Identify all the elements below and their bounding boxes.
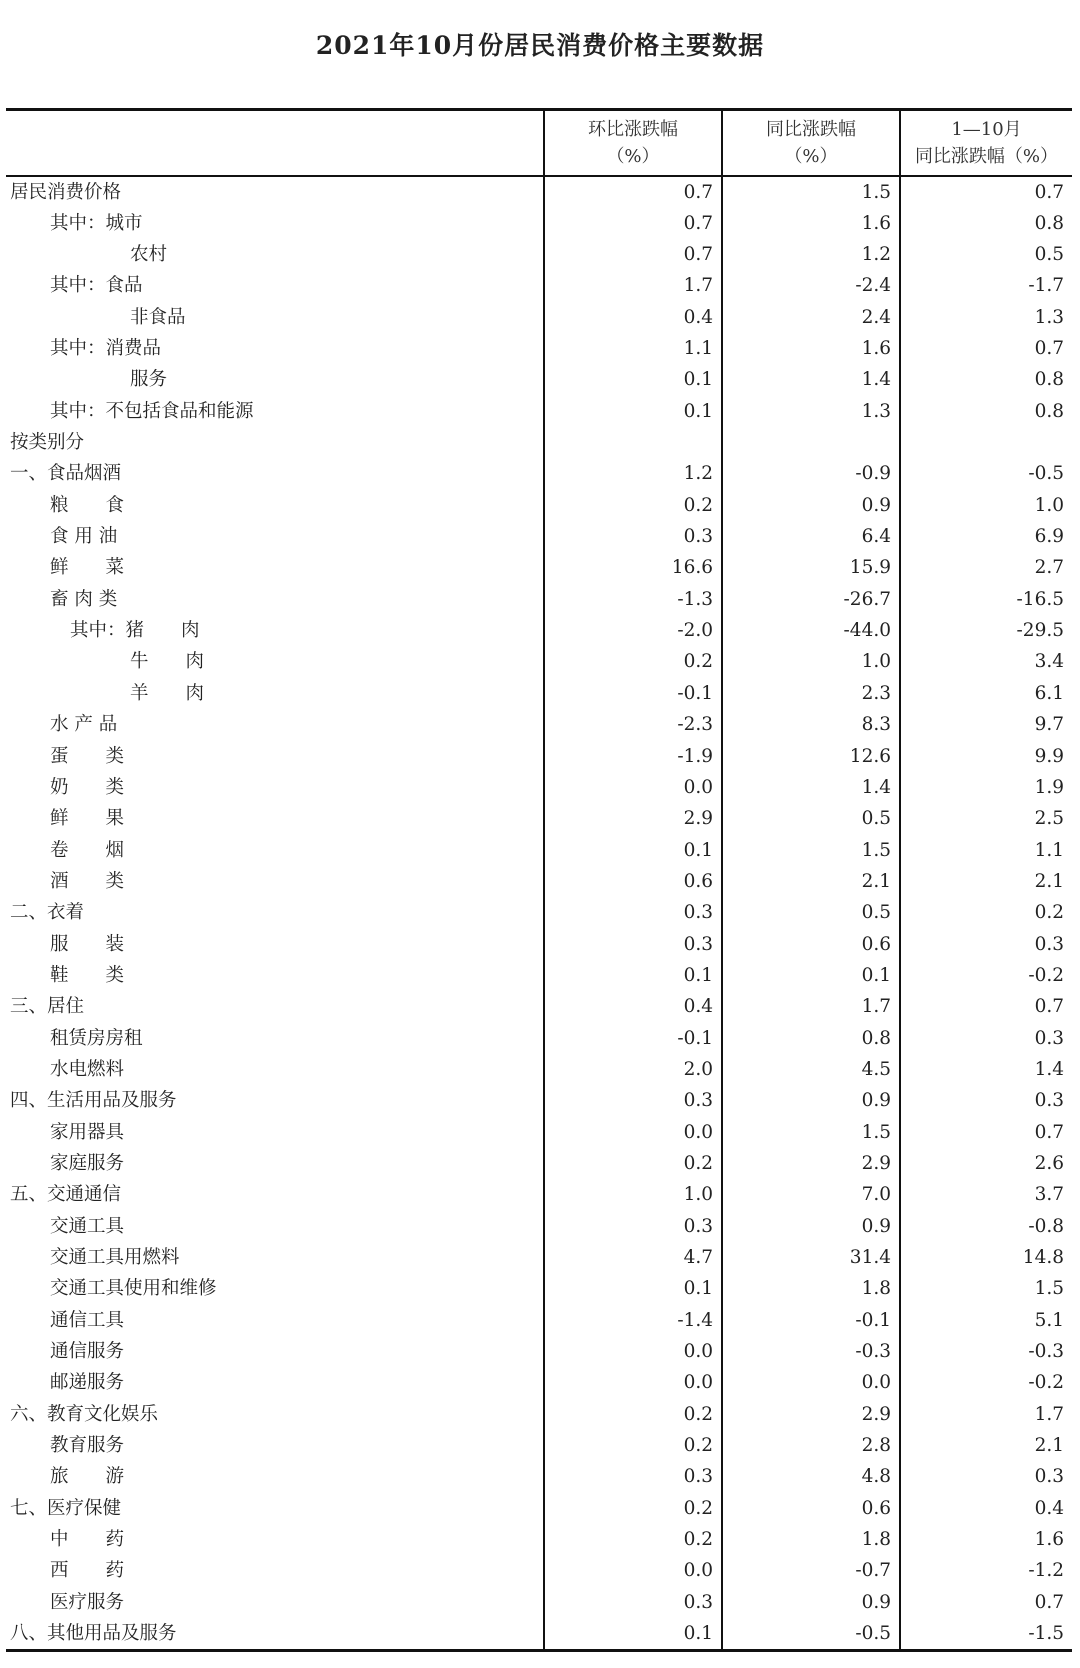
yoy-change-value: 1.6 [722, 333, 900, 364]
header-mom-unit: （%） [606, 145, 660, 167]
mom-change-value: 4.7 [544, 1242, 722, 1273]
row-label: 旅 游 [50, 1466, 125, 1488]
row-label: 羊 肉 [130, 682, 205, 704]
mom-change-value: 0.1 [544, 1273, 722, 1304]
yoy-change-value: -0.7 [722, 1555, 900, 1586]
table-row [6, 1399, 1072, 1430]
yoy-change-value: -0.5 [722, 1618, 900, 1651]
row-label: 农村 [130, 244, 168, 266]
yoy-change-value: 0.9 [722, 1587, 900, 1618]
row-label: 水 产 品 [50, 714, 118, 736]
ytd-change-value: 2.6 [900, 1148, 1072, 1179]
table-row [6, 1461, 1072, 1492]
table-row [6, 928, 1072, 959]
yoy-change-value: 2.9 [722, 1148, 900, 1179]
row-label: 按类别分 [10, 432, 85, 454]
ytd-change-value: 0.7 [900, 333, 1072, 364]
mom-change-value: 0.1 [544, 960, 722, 991]
table-row [6, 1305, 1072, 1336]
row-label: 其中：不包括食品和能源 [50, 400, 254, 422]
ytd-change-value: 2.1 [900, 866, 1072, 897]
table-row [6, 834, 1072, 865]
ytd-change-value: 1.3 [900, 302, 1072, 333]
mom-change-value: -0.1 [544, 1022, 722, 1053]
header-mom-change [544, 110, 722, 176]
row-label: 六、教育文化娱乐 [10, 1403, 159, 1425]
ytd-change-value: 0.8 [900, 396, 1072, 427]
row-label: 其中：食品 [50, 275, 143, 297]
yoy-change-value: 2.1 [722, 866, 900, 897]
row-label: 卷 烟 [50, 839, 125, 861]
row-label: 邮递服务 [50, 1372, 125, 1394]
ytd-change-value: 9.9 [900, 740, 1072, 771]
table-row [6, 897, 1072, 928]
table-row [6, 270, 1072, 301]
yoy-change-value: 1.0 [722, 646, 900, 677]
ytd-change-value: 0.7 [900, 991, 1072, 1022]
mom-change-value: 0.2 [544, 1148, 722, 1179]
yoy-change-value: 0.5 [722, 897, 900, 928]
ytd-change-value: -1.7 [900, 270, 1072, 301]
ytd-change-value: 2.7 [900, 552, 1072, 583]
ytd-change-value: 0.3 [900, 1022, 1072, 1053]
ytd-change-value: 0.7 [900, 176, 1072, 208]
mom-change-value: 0.7 [544, 208, 722, 239]
mom-change-value: 2.9 [544, 803, 722, 834]
row-label: 食 用 油 [50, 526, 118, 548]
yoy-change-value: 1.5 [722, 1116, 900, 1147]
row-label: 四、生活用品及服务 [10, 1090, 177, 1112]
header-ytd-change [900, 110, 1072, 176]
yoy-change-value: 12.6 [722, 740, 900, 771]
mom-change-value: 0.0 [544, 1555, 722, 1586]
table-row [6, 1242, 1072, 1273]
yoy-change-value: 2.8 [722, 1430, 900, 1461]
yoy-change-value: 1.4 [722, 364, 900, 395]
row-label: 其中：消费品 [50, 338, 162, 360]
table-row [6, 521, 1072, 552]
mom-change-value: 0.7 [544, 239, 722, 270]
yoy-change-value [722, 427, 900, 458]
row-label: 七、医疗保健 [10, 1497, 122, 1519]
ytd-change-value: -0.5 [900, 458, 1072, 489]
table-row [6, 1430, 1072, 1461]
row-label: 医疗服务 [50, 1591, 125, 1613]
yoy-change-value: 1.5 [722, 834, 900, 865]
table-row [6, 991, 1072, 1022]
mom-change-value: 2.0 [544, 1054, 722, 1085]
header-mom-label: 环比涨跌幅 [588, 118, 678, 140]
row-label: 交通工具使用和维修 [50, 1278, 217, 1300]
mom-change-value: 0.2 [544, 1493, 722, 1524]
yoy-change-value: 0.9 [722, 1211, 900, 1242]
mom-change-value: 0.3 [544, 1587, 722, 1618]
mom-change-value: 0.2 [544, 1524, 722, 1555]
ytd-change-value: 0.2 [900, 897, 1072, 928]
ytd-change-value: 1.6 [900, 1524, 1072, 1555]
table-row [6, 208, 1072, 239]
row-label: 八、其他用品及服务 [6, 1618, 544, 1651]
table-row [6, 552, 1072, 583]
table-row [6, 239, 1072, 270]
mom-change-value: 1.1 [544, 333, 722, 364]
yoy-change-value: 7.0 [722, 1179, 900, 1210]
table-row [6, 740, 1072, 771]
ytd-change-value: 0.8 [900, 364, 1072, 395]
table-row [6, 302, 1072, 333]
table-row [6, 1336, 1072, 1367]
ytd-change-value: 2.1 [900, 1430, 1072, 1461]
mom-change-value: 0.3 [544, 1211, 722, 1242]
ytd-change-value: 1.4 [900, 1054, 1072, 1085]
mom-change-value: 0.0 [544, 1367, 722, 1398]
mom-change-value: 1.0 [544, 1179, 722, 1210]
ytd-change-value: 0.4 [900, 1493, 1072, 1524]
mom-change-value: 0.2 [544, 646, 722, 677]
yoy-change-value: 8.3 [722, 709, 900, 740]
ytd-change-value: 3.4 [900, 646, 1072, 677]
row-label: 服 装 [50, 933, 125, 955]
table-row [6, 1618, 1072, 1651]
cpi-data-table [6, 108, 1072, 1652]
yoy-change-value: 15.9 [722, 552, 900, 583]
row-label: 牛 肉 [130, 651, 205, 673]
mom-change-value: 0.0 [544, 772, 722, 803]
yoy-change-value: 0.8 [722, 1022, 900, 1053]
row-label: 通信服务 [50, 1341, 125, 1363]
yoy-change-value: -2.4 [722, 270, 900, 301]
mom-change-value: -1.9 [544, 740, 722, 771]
row-label: 家庭服务 [50, 1152, 125, 1174]
table-row [6, 364, 1072, 395]
table-row [6, 427, 1072, 458]
table-row [6, 1148, 1072, 1179]
mom-change-value: -0.1 [544, 678, 722, 709]
header-item-column [6, 110, 544, 176]
yoy-change-value: -0.9 [722, 458, 900, 489]
header-yoy-unit: （%） [784, 145, 838, 167]
yoy-change-value: 0.6 [722, 928, 900, 959]
row-label: 水电燃料 [50, 1058, 125, 1080]
row-label: 鞋 类 [50, 964, 125, 986]
mom-change-value: 0.2 [544, 1399, 722, 1430]
ytd-change-value: -1.5 [900, 1618, 1072, 1651]
mom-change-value: 0.7 [544, 176, 722, 208]
table-row [6, 1211, 1072, 1242]
ytd-change-value: -0.3 [900, 1336, 1072, 1367]
table-row [6, 1555, 1072, 1586]
mom-change-value: 0.2 [544, 490, 722, 521]
table-row [6, 396, 1072, 427]
row-label: 一、食品烟酒 [10, 463, 122, 485]
ytd-change-value: 0.3 [900, 1085, 1072, 1116]
ytd-change-value: -0.2 [900, 960, 1072, 991]
ytd-change-value: 2.5 [900, 803, 1072, 834]
yoy-change-value: 4.8 [722, 1461, 900, 1492]
table-header-row [6, 110, 1072, 176]
table-row [6, 866, 1072, 897]
mom-change-value: -1.4 [544, 1305, 722, 1336]
table-row [6, 1524, 1072, 1555]
row-label: 二、衣着 [10, 902, 85, 924]
table-row [6, 709, 1072, 740]
mom-change-value: 0.3 [544, 928, 722, 959]
ytd-change-value: -0.2 [900, 1367, 1072, 1398]
yoy-change-value: 2.3 [722, 678, 900, 709]
table-row [6, 458, 1072, 489]
ytd-change-value: 1.0 [900, 490, 1072, 521]
mom-change-value: 0.2 [544, 1430, 722, 1461]
row-label: 其中：城市 [50, 212, 143, 234]
row-label: 蛋 类 [50, 745, 125, 767]
ytd-change-value: 3.7 [900, 1179, 1072, 1210]
row-label: 奶 类 [50, 776, 125, 798]
yoy-change-value: 31.4 [722, 1242, 900, 1273]
mom-change-value: -1.3 [544, 584, 722, 615]
table-row [6, 1085, 1072, 1116]
table-row [6, 1273, 1072, 1304]
mom-change-value: -2.0 [544, 615, 722, 646]
row-label: 交通工具 [50, 1215, 125, 1237]
ytd-change-value: -1.2 [900, 1555, 1072, 1586]
table-row [6, 960, 1072, 991]
row-label: 粮 食 [50, 494, 125, 516]
mom-change-value: 0.4 [544, 302, 722, 333]
table-row [6, 584, 1072, 615]
row-label: 非食品 [130, 306, 186, 328]
mom-change-value: 0.1 [544, 396, 722, 427]
row-label: 酒 类 [50, 870, 125, 892]
header-yoy-change [722, 110, 900, 176]
table-row [6, 772, 1072, 803]
yoy-change-value: 1.4 [722, 772, 900, 803]
yoy-change-value: 0.6 [722, 1493, 900, 1524]
yoy-change-value: 2.4 [722, 302, 900, 333]
table-row [6, 1054, 1072, 1085]
yoy-change-value: 4.5 [722, 1054, 900, 1085]
yoy-change-value: 0.9 [722, 490, 900, 521]
table-row [6, 615, 1072, 646]
mom-change-value: -2.3 [544, 709, 722, 740]
mom-change-value: 0.3 [544, 897, 722, 928]
mom-change-value: 0.1 [544, 834, 722, 865]
row-label: 其中：猪 肉 [70, 620, 200, 642]
ytd-change-value: 0.5 [900, 239, 1072, 270]
yoy-change-value: 1.6 [722, 208, 900, 239]
row-label: 交通工具用燃料 [50, 1247, 180, 1269]
table-row [6, 1587, 1072, 1618]
row-label: 租赁房房租 [50, 1027, 143, 1049]
row-label: 鲜 果 [50, 808, 125, 830]
row-label: 西 药 [50, 1560, 125, 1582]
ytd-change-value: 1.9 [900, 772, 1072, 803]
table-row [6, 678, 1072, 709]
yoy-change-value: 1.5 [722, 176, 900, 208]
ytd-change-value: 6.9 [900, 521, 1072, 552]
row-label: 畜 肉 类 [50, 588, 118, 610]
row-label: 五、交通通信 [10, 1184, 122, 1206]
mom-change-value: 0.3 [544, 521, 722, 552]
mom-change-value: 0.4 [544, 991, 722, 1022]
mom-change-value: 0.1 [544, 1618, 722, 1651]
row-label: 鲜 菜 [50, 557, 125, 579]
yoy-change-value: 6.4 [722, 521, 900, 552]
yoy-change-value: 1.8 [722, 1524, 900, 1555]
table-row [6, 176, 1072, 208]
mom-change-value: 1.2 [544, 458, 722, 489]
ytd-change-value: 0.8 [900, 208, 1072, 239]
ytd-change-value: 5.1 [900, 1305, 1072, 1336]
mom-change-value: 16.6 [544, 552, 722, 583]
ytd-change-value: -16.5 [900, 584, 1072, 615]
table-row [6, 1493, 1072, 1524]
yoy-change-value: -0.1 [722, 1305, 900, 1336]
ytd-change-value: 0.3 [900, 1461, 1072, 1492]
table-row [6, 490, 1072, 521]
yoy-change-value: 0.5 [722, 803, 900, 834]
header-ytd-period: 1—10月 [951, 118, 1022, 140]
ytd-change-value [900, 427, 1072, 458]
row-label: 三、居住 [10, 996, 85, 1018]
page-title: 2021年10月份居民消费价格主要数据 [315, 31, 765, 60]
mom-change-value: 0.0 [544, 1336, 722, 1367]
ytd-change-value: -29.5 [900, 615, 1072, 646]
ytd-change-value: -0.8 [900, 1211, 1072, 1242]
yoy-change-value: 0.9 [722, 1085, 900, 1116]
row-label: 居民消费价格 [10, 181, 122, 203]
table-row [6, 333, 1072, 364]
header-ytd-label: 同比涨跌幅（%） [914, 145, 1059, 167]
mom-change-value [544, 427, 722, 458]
yoy-change-value: 1.3 [722, 396, 900, 427]
ytd-change-value: 0.7 [900, 1587, 1072, 1618]
row-label: 家用器具 [50, 1121, 125, 1143]
mom-change-value: 0.1 [544, 364, 722, 395]
ytd-change-value: 1.1 [900, 834, 1072, 865]
yoy-change-value: -0.3 [722, 1336, 900, 1367]
table-row [6, 1367, 1072, 1398]
yoy-change-value: 1.7 [722, 991, 900, 1022]
mom-change-value: 1.7 [544, 270, 722, 301]
row-label: 服务 [130, 369, 168, 391]
row-label: 教育服务 [50, 1435, 125, 1457]
ytd-change-value: 0.7 [900, 1116, 1072, 1147]
ytd-change-value: 14.8 [900, 1242, 1072, 1273]
yoy-change-value: 0.1 [722, 960, 900, 991]
mom-change-value: 0.0 [544, 1116, 722, 1147]
ytd-change-value: 0.3 [900, 928, 1072, 959]
row-label: 中 药 [50, 1529, 125, 1551]
yoy-change-value: 0.0 [722, 1367, 900, 1398]
yoy-change-value: 1.2 [722, 239, 900, 270]
yoy-change-value: 1.8 [722, 1273, 900, 1304]
table-row [6, 646, 1072, 677]
row-label: 通信工具 [50, 1309, 125, 1331]
yoy-change-value: -44.0 [722, 615, 900, 646]
ytd-change-value: 1.5 [900, 1273, 1072, 1304]
table-row [6, 803, 1072, 834]
mom-change-value: 0.6 [544, 866, 722, 897]
header-yoy-label: 同比涨跌幅 [766, 118, 856, 140]
mom-change-value: 0.3 [544, 1085, 722, 1116]
table-row [6, 1022, 1072, 1053]
ytd-change-value: 6.1 [900, 678, 1072, 709]
mom-change-value: 0.3 [544, 1461, 722, 1492]
ytd-change-value: 9.7 [900, 709, 1072, 740]
table-row [6, 1116, 1072, 1147]
yoy-change-value: 2.9 [722, 1399, 900, 1430]
yoy-change-value: -26.7 [722, 584, 900, 615]
table-row [6, 1179, 1072, 1210]
ytd-change-value: 1.7 [900, 1399, 1072, 1430]
